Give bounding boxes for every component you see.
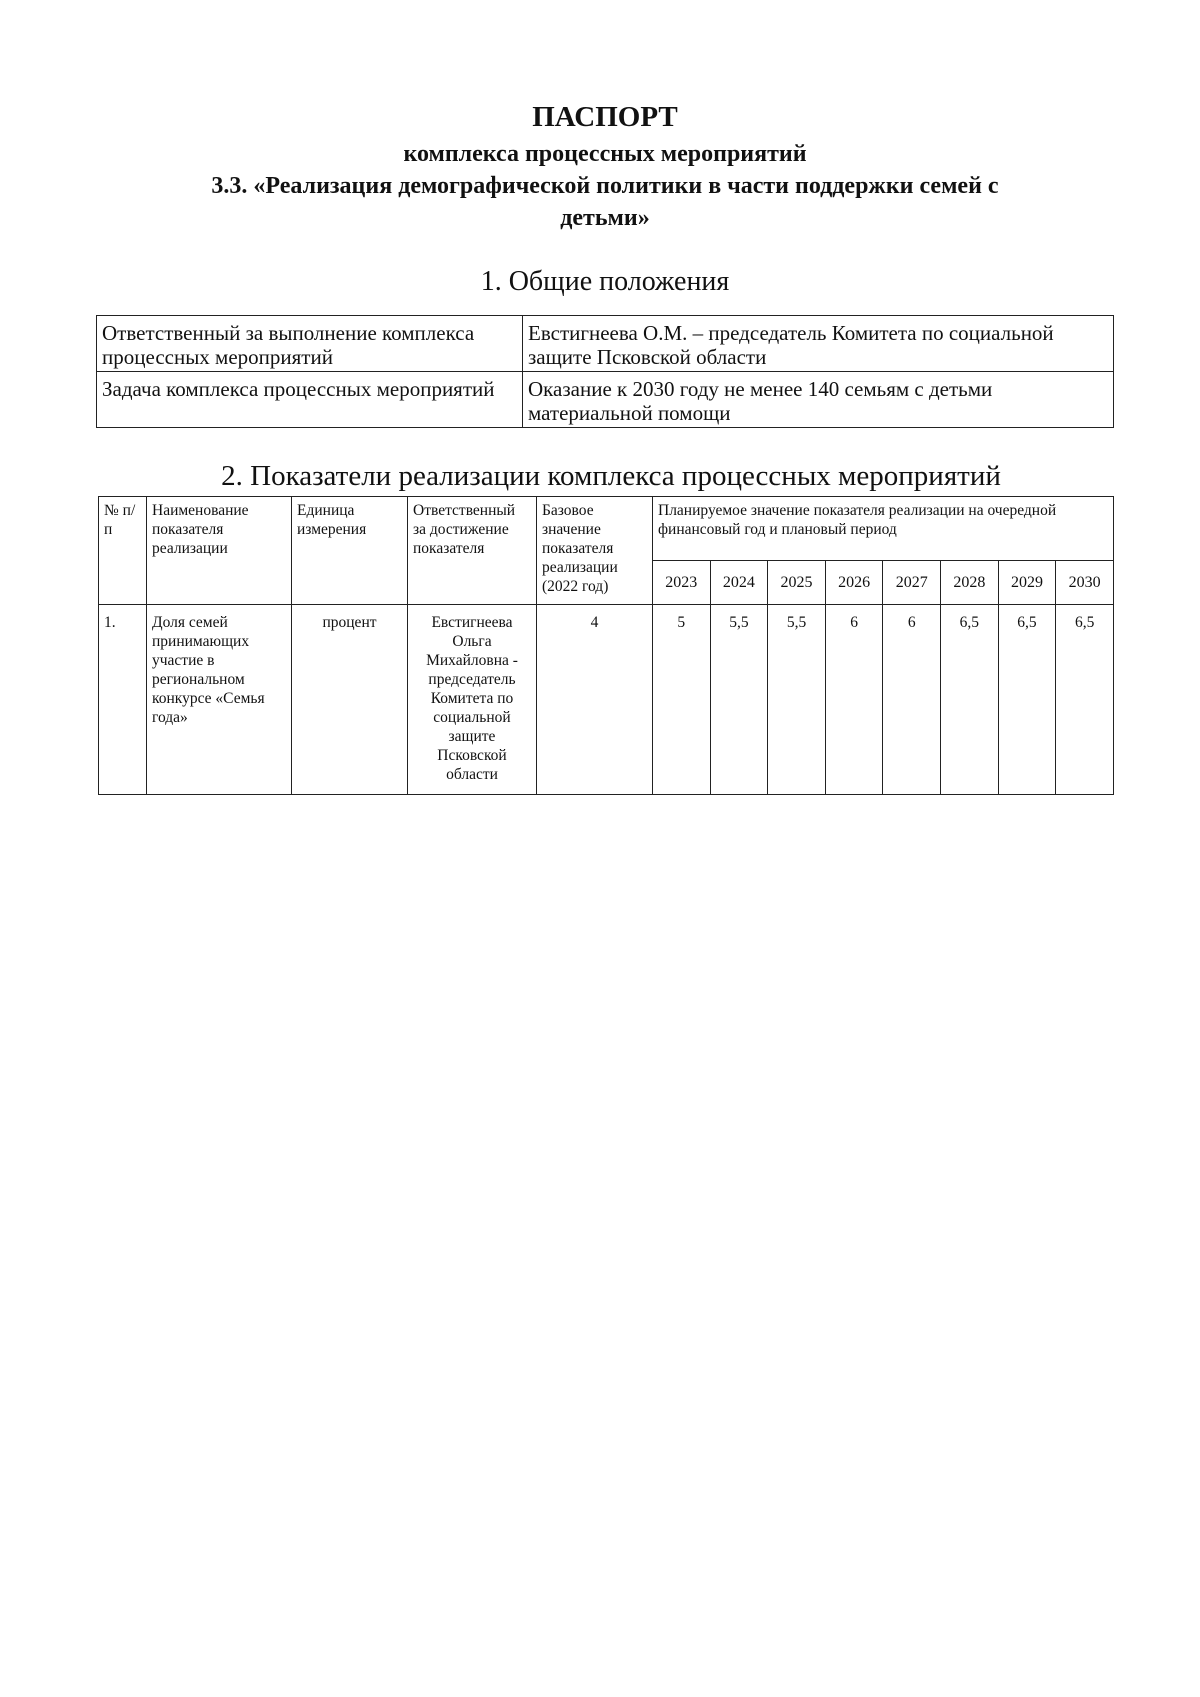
row-responsible: Евстигнеева Ольга Михайловна - председатель Комитета по социальной защите Псковской области <box>408 605 537 795</box>
document-title <box>90 100 1120 234</box>
table-row <box>97 316 1114 372</box>
year-header: 2026 <box>825 561 883 605</box>
title-passport: ПАСПОРТ <box>532 101 678 133</box>
year-header: 2028 <box>941 561 999 605</box>
row-value: 6,5 <box>998 605 1056 795</box>
row-value: 6 <box>883 605 941 795</box>
task-value: Оказание к 2030 году не менее 140 семьям с детьми материальной помощи <box>523 372 1114 428</box>
table-header-row <box>99 497 1114 561</box>
responsible-label: Ответственный за выполнение комплекса процессных мероприятий <box>97 316 523 372</box>
title-complex: комплекса процессных мероприятий <box>403 141 807 167</box>
title-program-line1: 3.3. «Реализация демографической политики в части поддержки семей с <box>211 173 999 199</box>
section1-heading: 1. Общие положения <box>480 266 730 297</box>
header-base: Базовое значение показателя реализации (2022 год) <box>537 497 653 605</box>
row-value: 6 <box>825 605 883 795</box>
general-provisions-table <box>96 315 1114 428</box>
section2-heading: 2. Показатели реализации комплекса процессных мероприятий <box>221 460 1001 492</box>
table-row <box>97 372 1114 428</box>
year-header: 2025 <box>768 561 826 605</box>
row-value: 5 <box>653 605 711 795</box>
row-value: 5,5 <box>768 605 826 795</box>
year-header: 2030 <box>1056 561 1114 605</box>
row-num: 1. <box>99 605 147 795</box>
table-row <box>99 605 1114 795</box>
row-value: 6,5 <box>941 605 999 795</box>
header-name: Наименование показателя реализации <box>147 497 292 605</box>
header-responsible: Ответственный за достижение показателя <box>408 497 537 605</box>
indicators-table <box>98 496 1114 795</box>
task-label: Задача комплекса процессных мероприятий <box>97 372 523 428</box>
row-base: 4 <box>537 605 653 795</box>
header-num: № п/п <box>99 497 147 605</box>
responsible-value: Евстигнеева О.М. – председатель Комитета по социальной защите Псковской области <box>523 316 1114 372</box>
year-header: 2029 <box>998 561 1056 605</box>
year-header: 2024 <box>710 561 768 605</box>
year-header: 2023 <box>653 561 711 605</box>
row-unit: процент <box>292 605 408 795</box>
row-name: Доля семей принимающих участие в региональном конкурсе «Семья года» <box>147 605 292 795</box>
row-value: 5,5 <box>710 605 768 795</box>
header-unit: Единица измерения <box>292 497 408 605</box>
header-planned: Планируемое значение показателя реализации на очередной финансовый год и плановый период <box>653 497 1114 561</box>
row-value: 6,5 <box>1056 605 1114 795</box>
title-program-line2: детьми» <box>560 205 650 231</box>
year-header: 2027 <box>883 561 941 605</box>
